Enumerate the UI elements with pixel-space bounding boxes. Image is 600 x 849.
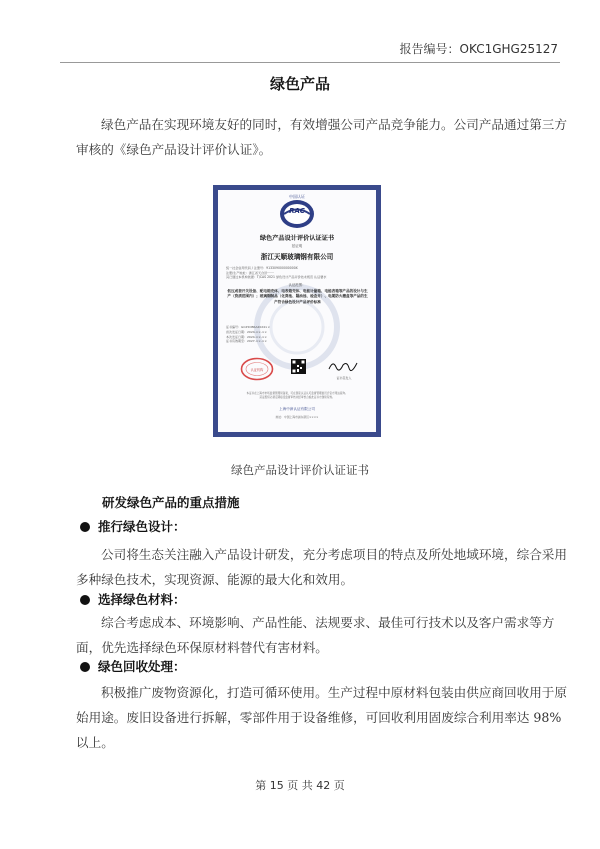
certificate-caption: 绿色产品设计评价认证证书 <box>231 463 369 477</box>
signature-icon <box>328 359 358 373</box>
measure-paragraph-3: 积极推广废物资源化，打造可循环使用。生产过程中原材料包装由供应商回收用于原始用途。废旧设备进行拆解，零部件用于设备维修，可回收利用固废综合利用率达 98%以上。 <box>76 685 567 750</box>
signature-label: 证书签发人 <box>336 376 352 380</box>
seal-text: 认证机构 <box>250 368 264 372</box>
page-number: 第 15 页 共 42 页 <box>255 779 345 792</box>
cert-footnote-2: 获证组织必须定期接受监督审核并经审核合格此证书方继续有效。 <box>259 396 335 399</box>
cert-scope: 低压成套开关设备、配电箱壳体、电表箱壳体、电能计量箱、电能表箱等产品的设计与生产（资质范围内）；玻璃钢制品（化粪池、隔油池、检查井）、电缆防火槽盒等产品的生产符合绿色设计产品评价标准 <box>227 289 368 304</box>
cert-reg-line-1: 统一社会信用代码 / 注册号：913309000000000X <box>226 266 298 270</box>
bullet-dot-icon <box>80 595 90 605</box>
certificate-image <box>213 185 381 437</box>
measure-title-text: 绿色回收处理： <box>98 659 186 674</box>
rac-logo-text: RAC <box>289 207 305 215</box>
cert-subtitle: 兹证明 <box>291 244 303 248</box>
cert-title: 绿色产品设计评价认证证书 <box>259 235 335 242</box>
measure-paragraph-2: 综合考虑成本、环境影响、产品性能、法规要求、最佳可行技术以及客户需求等方面，优先选择绿色环保原材料替代有害材料。 <box>76 615 555 655</box>
cert-scope-label: 认证范围： <box>288 283 306 287</box>
qr-code-icon <box>291 359 306 374</box>
certificate-body <box>218 190 376 432</box>
measure-title-text: 选择绿色材料： <box>98 592 186 607</box>
bullet-dot-icon <box>80 662 90 672</box>
bullet-dot-icon <box>80 522 90 532</box>
cert-date-1: 证书编号：GC25CBRA2024×× <box>226 325 271 329</box>
section-heading: 研发绿色产品的重点措施 <box>102 495 240 510</box>
measure-title-3 <box>80 657 186 675</box>
measure-title-1 <box>80 517 186 535</box>
cert-org-name: 上海中润认证有限公司 <box>279 407 315 411</box>
intro-paragraph: 绿色产品在实现环境友好的同时，有效增强公司产品竞争能力。公司产品通过第三方审核的《绿色产品设计评价认证》。 <box>76 117 567 157</box>
cert-reg-line-3: 其已通过本机构依据：T/CAS 2021 绿色设计产品评价技术规范 认证要求 <box>226 275 327 280</box>
measure-title-2 <box>80 590 186 608</box>
cert-date-4: 证书有效期至：2027-××-×× <box>226 339 267 344</box>
measure-paragraph-1: 公司将生态关注融入产品设计研发，充分考虑项目的特点及所处地域环境，综合采用多种绿色技术，实现资源、能源的最大化和效用。 <box>76 547 567 587</box>
cert-footnotes <box>224 392 370 400</box>
header-divider <box>60 62 560 63</box>
page-title: 绿色产品 <box>269 75 330 93</box>
cert-date-2: 首次发证日期：2024-××-×× <box>226 329 267 334</box>
cert-date-3: 本次发证日期：2024-××-×× <box>226 334 267 339</box>
measure-title-text: 推行绿色设计： <box>98 519 186 534</box>
cert-dates <box>226 325 270 344</box>
cert-top-text: 中国认证 <box>289 194 305 199</box>
cert-footnote-1: 本证书在上海市市场监督管理局备案，可在国家认证认可监督管理委员会官方网站查询。 <box>246 392 348 395</box>
cert-reg-line-2: 注册/生产地址：浙江省天台县······· <box>226 270 275 275</box>
cert-org-address: 地址：中国上海市浦东新区×××× <box>275 415 319 419</box>
cert-company: 浙江天顺玻璃钢有限公司 <box>260 253 334 261</box>
report-number: 报告编号：OKC1GHG25127 <box>399 42 558 56</box>
cert-registration <box>226 266 370 280</box>
